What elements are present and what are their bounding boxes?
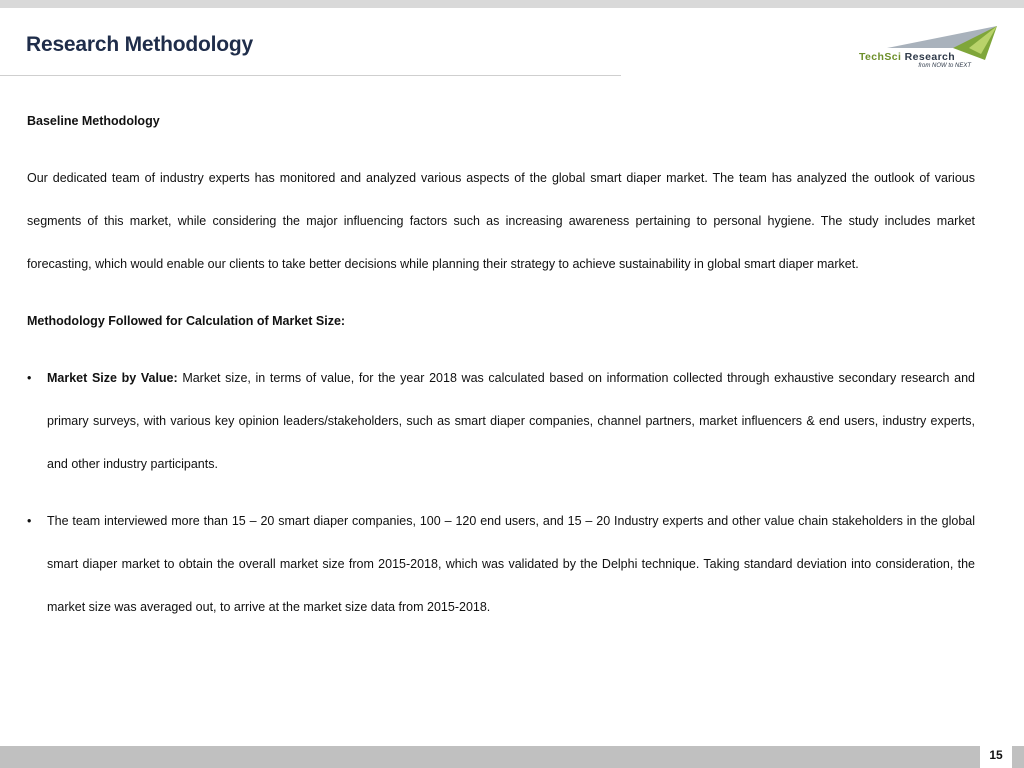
top-band	[0, 0, 1024, 8]
methodology-subheading: Methodology Followed for Calculation of Market Size:	[27, 314, 346, 328]
logo-word-research: Research	[904, 51, 956, 63]
logo-word-techsci: TechSci	[859, 51, 902, 63]
bullet-icon: •	[27, 371, 32, 385]
title-divider	[0, 75, 621, 76]
techsci-logo	[857, 24, 999, 74]
list-item	[27, 500, 975, 629]
slide-title: Research Methodology	[26, 33, 254, 56]
slide-body	[27, 100, 975, 643]
bullet-icon: •	[27, 514, 32, 528]
bullet-text: The team interviewed more than 15 – 20 smart diaper companies, 100 – 120 end users, and 15 – 20 Industry experts and other value chain stakeholders in the global smart diaper market to obtain the overall market size from 2015-2018, which was validated by the Delphi technique. Taking standard deviation into consideration, the market size was averaged out, to arrive at the market size data from 2015-2018.	[47, 514, 975, 614]
page-number: 15	[980, 742, 1012, 768]
bullet-text: Market size, in terms of value, for the year 2018 was calculated based on information collected through exhaustive secondary research and primary surveys, with various key opinion leaders/stakeholders, such as smart diaper companies, channel partners, market influencers & end users, industry experts, and other industry participants.	[47, 371, 975, 471]
footer-band	[0, 746, 1024, 768]
intro-paragraph: Our dedicated team of industry experts has monitored and analyzed various aspects of the global smart diaper market. The team has analyzed the outlook of various segments of this market, while considering the major influencing factors such as increasing awareness pertaining to personal hygiene. The study includes market forecasting, which would enable our clients to take better decisions while planning their strategy to achieve sustainability in global smart diaper market.	[27, 171, 975, 271]
logo-wordmark	[859, 51, 955, 63]
methodology-bullet-list	[27, 357, 975, 629]
logo-tagline: from NOW to NEXT	[918, 63, 971, 69]
bullet-lead: Market Size by Value:	[47, 371, 178, 385]
section-heading: Baseline Methodology	[27, 114, 160, 128]
list-item	[27, 357, 975, 486]
